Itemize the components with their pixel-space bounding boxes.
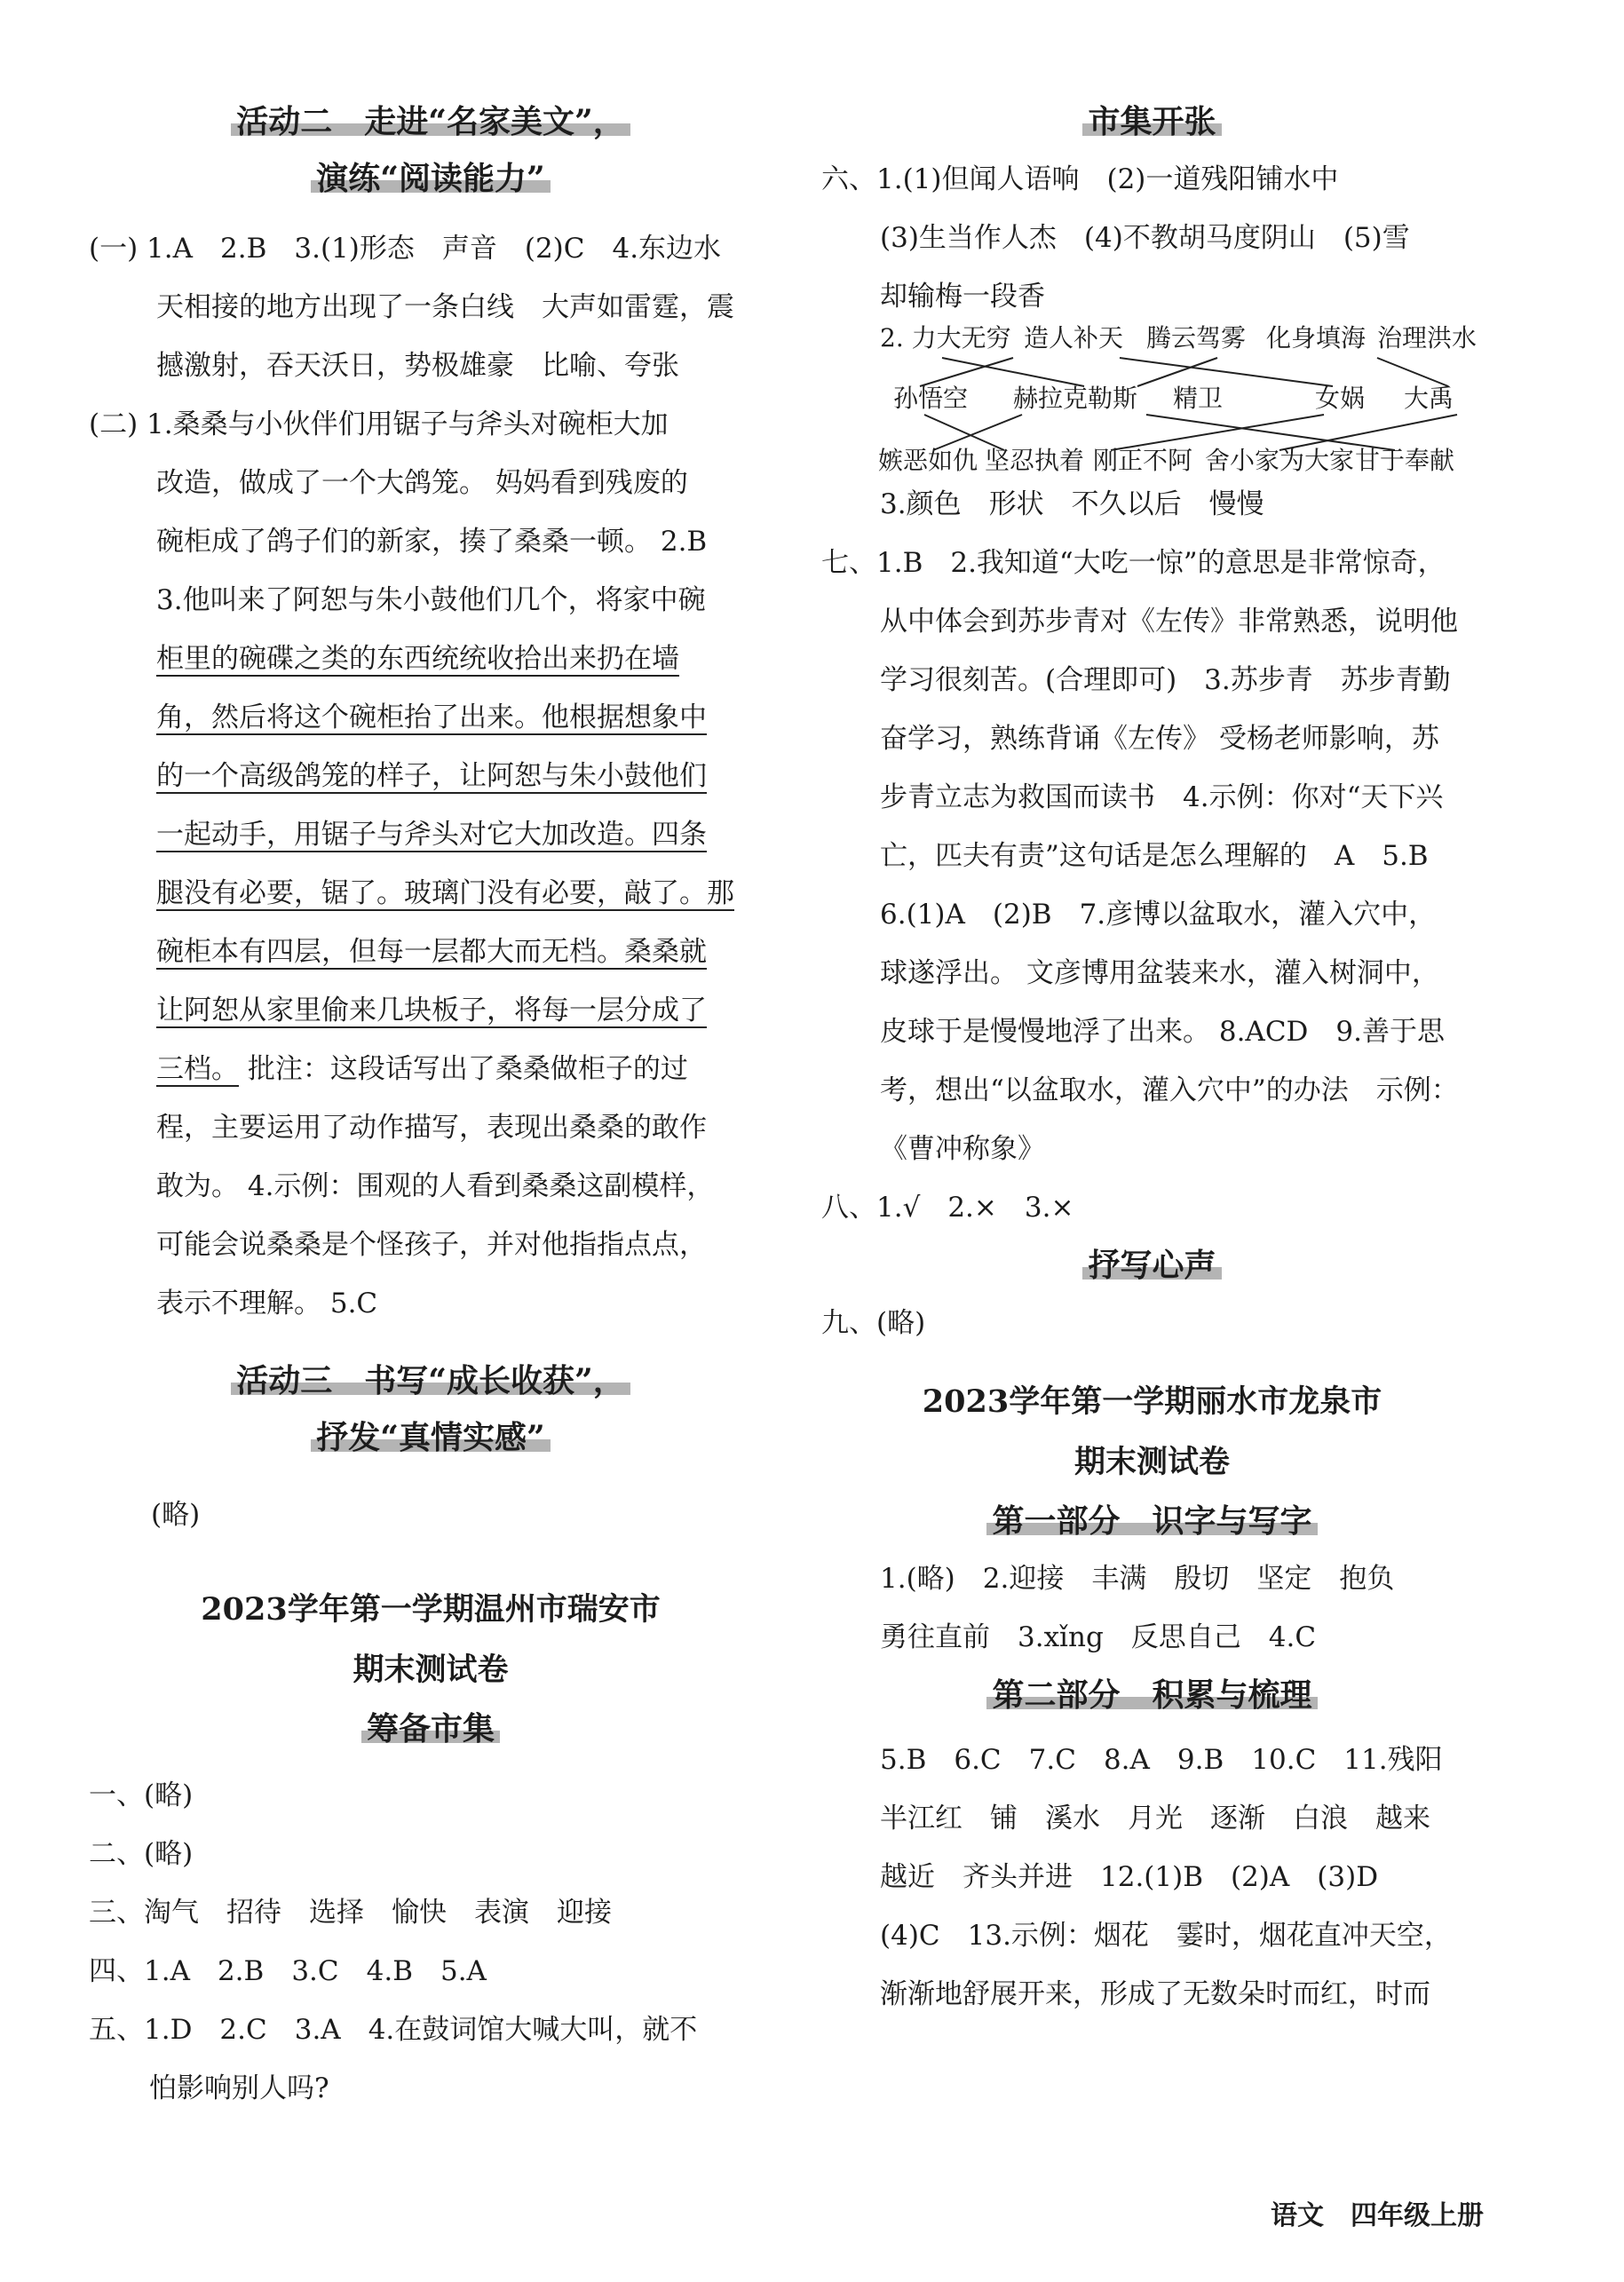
underlined-line: 的一个高级鸽笼的样子，让阿恕与朱小鼓他们 [156, 760, 707, 792]
match-top-item: 腾云驾雾 [1146, 323, 1247, 353]
answer-line: 可能会说桑桑是个怪孩子，并对他指指点点， [156, 1229, 707, 1261]
answer-line: 四、1.A 2.B 3.C 4.B 5.A [89, 1955, 487, 1987]
answer-line: 九、(略) [821, 1307, 926, 1339]
answer-line: 步青立志为救国而读书 4.示例：你对“天下兴 [880, 781, 1444, 813]
answer-line: 越近 齐头并进 12.(1)B (2)A (3)D [880, 1861, 1379, 1893]
exam-title-ruian: 2023学年第一学期温州市瑞安市 [201, 1591, 661, 1628]
answer-line: 5.B 6.C 7.C 8.A 9.B 10.C 11.残阳 [880, 1744, 1443, 1776]
underlined-line: 柜里的碗碟之类的东西统统收拾出来扔在墙 [156, 643, 679, 675]
match-top-item: 治理洪水 [1377, 323, 1477, 353]
answer-line: 敢为。 4.示例：围观的人看到桑桑这副模样， [156, 1170, 715, 1202]
match-mid-item: 女娲 [1315, 384, 1366, 413]
answer-line: 撼激射，吞天沃日，势极雄豪 比喻、夸张 [156, 350, 679, 382]
match-top-item: 2. 力大无穷 [880, 323, 1011, 353]
spacer [821, 1352, 1483, 1372]
answer-line: 《曹冲称象》 [880, 1133, 1045, 1165]
underlined-line: 一起动手，用锯子与斧头对它大加改造。四条 [156, 819, 707, 851]
heading-market-open: 市集开张 [821, 93, 1483, 150]
answer-line: 球遂浮出。 文彦博用盆装来水，灌入树洞中， [880, 957, 1439, 989]
heading-activity3-line1: 活动三 书写“成长收获”， [89, 1352, 772, 1409]
answer-line: 奋学习，熟练背诵《左传》 受杨老师影响，苏 [880, 723, 1439, 755]
answer-line: 渐渐地舒展开来，形成了无数朵时而红，时而 [880, 1978, 1430, 2010]
heading-prep-market: 筹备市集 [89, 1700, 772, 1757]
spacer [89, 1333, 772, 1352]
heading-part1: 第一部分 识字与写字 [821, 1493, 1483, 1549]
matching-exercise [878, 323, 1483, 486]
exam-subtitle-ruian: 期末测试卷 [353, 1652, 509, 1688]
answer-line: 二、(略) [89, 1838, 194, 1870]
match-mid-item: 孙悟空 [893, 384, 969, 413]
heading-voice: 抒写心声 [821, 1237, 1483, 1294]
answer-line: 怕影响别人吗? [149, 2072, 329, 2104]
answer-line: 考，想出“以盆取水，灌入穴中”的办法 示例： [880, 1074, 1459, 1106]
answer-line: 程，主要运用了动作描写，表现出桑桑的敢作 [156, 1112, 707, 1144]
match-bottom-item: 嫉恶如仇 [878, 446, 978, 475]
match-mid-item: 精卫 [1173, 384, 1224, 413]
underlined-line: 碗柜本有四层，但每一层都大而无档。桑桑就 [156, 936, 707, 968]
spacer [89, 1544, 772, 1580]
exam-subtitle-longquan: 期末测试卷 [1073, 1444, 1230, 1480]
underlined-line: 角，然后将这个碗柜抬了出来。他根据想象中 [156, 701, 707, 733]
answer-line: (略) [151, 1499, 201, 1531]
answer-line: (二) 1.桑桑与小伙伴们用锯子与斧头对碗柜大加 [89, 408, 669, 440]
match-bottom-item: 坚忍执着 [985, 446, 1085, 475]
heading-activity2-line1: 活动二 走进“名家美文”， [89, 93, 772, 150]
answer-line: 学习很刻苦。(合理即可) 3.苏步青 苏步青勤 [880, 664, 1451, 696]
answer-line: 七、1.B 2.我知道“大吃一惊”的意思是非常惊奇， [821, 547, 1446, 579]
match-bottom-item: 舍小家为大家 [1205, 446, 1355, 475]
answer-line: 亡，匹夫有责”这句话是怎么理解的 A 5.B [880, 840, 1429, 872]
match-top-item: 化身填海 [1266, 323, 1367, 353]
answer-line: 表示不理解。 5.C [156, 1288, 378, 1319]
spacer [89, 1466, 772, 1486]
heading-activity3-line2: 抒发“真情实感” [89, 1409, 772, 1466]
answer-line: 改造，做成了一个大鸽笼。 妈妈看到残废的 [156, 467, 688, 499]
answer-line: (3)生当作人杰 (4)不教胡马度阴山 (5)雪 [880, 222, 1410, 254]
answer-line: 却输梅一段香 [880, 281, 1045, 313]
answer-line: 三档。 批注：这段话写出了桑桑做柜子的过 [156, 1053, 688, 1085]
right-column [821, 93, 1483, 2024]
answer-line: (一) 1.A 2.B 3.(1)形态 声音 (2)C 4.东边水 [89, 233, 722, 265]
heading-part2: 第二部分 积累与梳理 [821, 1667, 1483, 1723]
answer-line: 六、1.(1)但闻人语响 (2)一道残阳铺水中 [821, 163, 1339, 195]
answer-line: 三、淘气 招待 选择 愉快 表演 迎接 [89, 1897, 612, 1929]
match-bottom-item: 刚正不阿 [1093, 446, 1193, 475]
match-bottom-item: 甘于奉献 [1355, 446, 1455, 475]
answer-line: 6.(1)A (2)B 7.彦博以盆取水，灌入穴中， [880, 899, 1437, 931]
answer-line: 天相接的地方出现了一条白线 大声如雷霆，震 [156, 291, 734, 323]
match-mid-item: 大禹 [1404, 384, 1454, 413]
answer-line: 五、1.D 2.C 3.A 4.在鼓词馆大喊大叫，就不 [89, 2014, 698, 2046]
underlined-line: 腿没有必要，锯了。玻璃门没有必要，敲了。那 [156, 877, 734, 909]
answer-line: 半江红 铺 溪水 月光 逐渐 白浪 越来 [880, 1803, 1430, 1834]
match-top-item: 造人补天 [1024, 323, 1124, 353]
answer-line: 八、1.√ 2.× 3.× [821, 1192, 1074, 1224]
answer-line: 皮球于是慢慢地浮了出来。 8.ACD 9.善于思 [880, 1016, 1445, 1048]
answer-line: (4)C 13.示例：烟花 霎时，烟花直冲天空， [880, 1920, 1452, 1952]
answer-line: 碗柜成了鸽子们的新家，揍了桑桑一顿。 2.B [156, 526, 708, 558]
answer-line: 勇往直前 3.xǐng 反思自己 4.C [880, 1621, 1317, 1653]
answer-line: 3.颜色 形状 不久以后 慢慢 [880, 488, 1264, 520]
left-column [89, 93, 772, 2118]
answer-line: 一、(略) [89, 1779, 194, 1811]
exam-title-longquan: 2023学年第一学期丽水市龙泉市 [922, 1383, 1382, 1420]
answer-line: 3.他叫来了阿恕与朱小鼓他们几个，将家中碗 [156, 584, 706, 616]
match-mid-item: 赫拉克勒斯 [1013, 384, 1138, 413]
answer-line: 1.(略) 2.迎接 丰满 殷切 坚定 抱负 [880, 1563, 1395, 1595]
underlined-line: 让阿恕从家里偷来几块板子，将每一层分成了 [156, 994, 707, 1026]
heading-activity2-line2: 演练“阅读能力” [89, 150, 772, 207]
answer-line: 从中体会到苏步青对《左传》非常熟悉，说明他 [880, 606, 1458, 638]
page-footer: 语文 四年级上册 [1271, 2200, 1484, 2231]
